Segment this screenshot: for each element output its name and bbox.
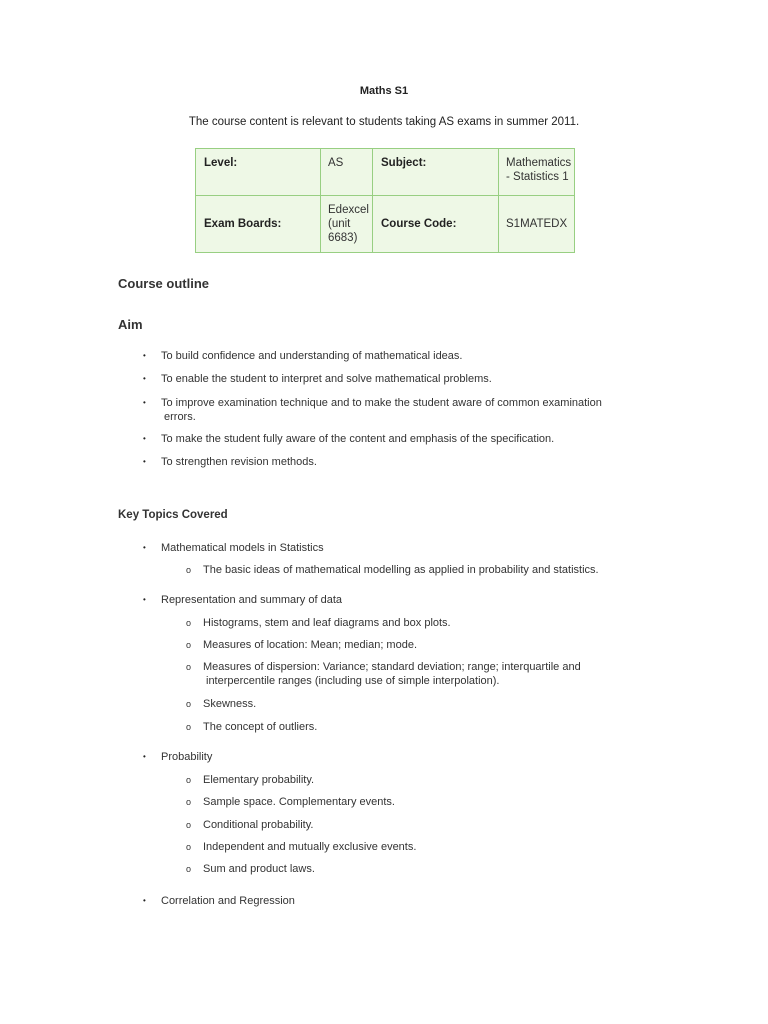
exam-boards-value-line3: 6683) [328,232,358,244]
table-row [196,196,575,253]
level-value-cell [321,149,373,196]
subject-value-line1: Mathematics [506,157,572,169]
exam-boards-value-line2: (unit [328,218,351,230]
level-label: Level: [204,157,238,169]
subtopic-item: Measures of dispersion: Variance; standard deviation; range; interquartile and interpercentile ranges (including use of simple interpolation). [203,661,581,687]
sub-bullet-icon: o [186,699,192,709]
bullet-icon: • [143,896,146,905]
topic-item: Mathematical models in Statistics [161,542,324,554]
topic-item: Correlation and Regression [161,895,295,907]
bullet-icon: • [143,457,146,466]
course-code-value-cell [499,196,575,253]
course-outline-heading: Course outline [118,276,210,291]
course-info-table [195,148,575,253]
aim-heading: Aim [118,317,143,332]
subtopic-item: Independent and mutually exclusive events. [203,841,417,853]
bullet-icon: • [143,351,146,360]
bullet-icon: • [143,398,146,407]
course-code-value: S1MATEDX [506,218,568,230]
subject-value-line2: - Statistics 1 [506,171,569,183]
course-code-label: Course Code: [381,218,457,230]
subtopic-item: Histograms, stem and leaf diagrams and box plots. [203,617,451,629]
key-topics-heading: Key Topics Covered [118,509,228,521]
page-title: Maths S1 [359,85,409,97]
subtopic-item: The basic ideas of mathematical modelling as applied in probability and statistics. [203,564,599,576]
topic-item: Representation and summary of data [161,594,342,606]
sub-bullet-icon: o [186,820,192,830]
subject-label: Subject: [381,157,427,169]
sub-bullet-icon: o [186,618,192,628]
intro-text: The course content is relevant to students taking AS exams in summer 2011. [188,116,580,128]
bullet-icon: • [143,374,146,383]
topic-item: Probability [161,751,213,763]
bullet-icon: • [143,543,146,552]
bullet-icon: • [143,434,146,443]
level-label-cell [196,149,321,196]
subtopic-item: Sample space. Complementary events. [203,796,395,808]
sub-bullet-icon: o [186,662,192,672]
aim-item: To improve examination technique and to make the student aware of common examination errors. [161,397,602,423]
course-code-label-cell [373,196,499,253]
subtopic-item: The concept of outliers. [203,721,318,733]
table-row [196,149,575,196]
bullet-icon: • [143,595,146,604]
subtopic-item: Skewness. [203,698,257,710]
level-value: AS [328,157,344,169]
subject-label-cell [373,149,499,196]
exam-boards-label-cell [196,196,321,253]
sub-bullet-icon: o [186,640,192,650]
subtopic-item: Measures of location: Mean; median; mode. [203,639,418,651]
aim-item: To strengthen revision methods. [161,456,317,468]
sub-bullet-icon: o [186,864,192,874]
sub-bullet-icon: o [186,797,192,807]
sub-bullet-icon: o [186,565,192,575]
aim-item: To enable the student to interpret and solve mathematical problems. [161,373,492,385]
aim-item: To build confidence and understanding of mathematical ideas. [161,350,463,362]
bullet-icon: • [143,752,146,761]
subtopic-item: Elementary probability. [203,774,315,786]
subtopic-item: Sum and product laws. [203,863,315,875]
sub-bullet-icon: o [186,722,192,732]
subject-value-cell [499,149,575,196]
aim-item: To make the student fully aware of the content and emphasis of the specification. [161,433,555,445]
subtopic-item: Conditional probability. [203,819,314,831]
sub-bullet-icon: o [186,775,192,785]
exam-boards-label: Exam Boards: [204,218,282,230]
sub-bullet-icon: o [186,842,192,852]
exam-boards-value-cell [321,196,373,253]
exam-boards-value-line1: Edexcel [328,204,369,216]
